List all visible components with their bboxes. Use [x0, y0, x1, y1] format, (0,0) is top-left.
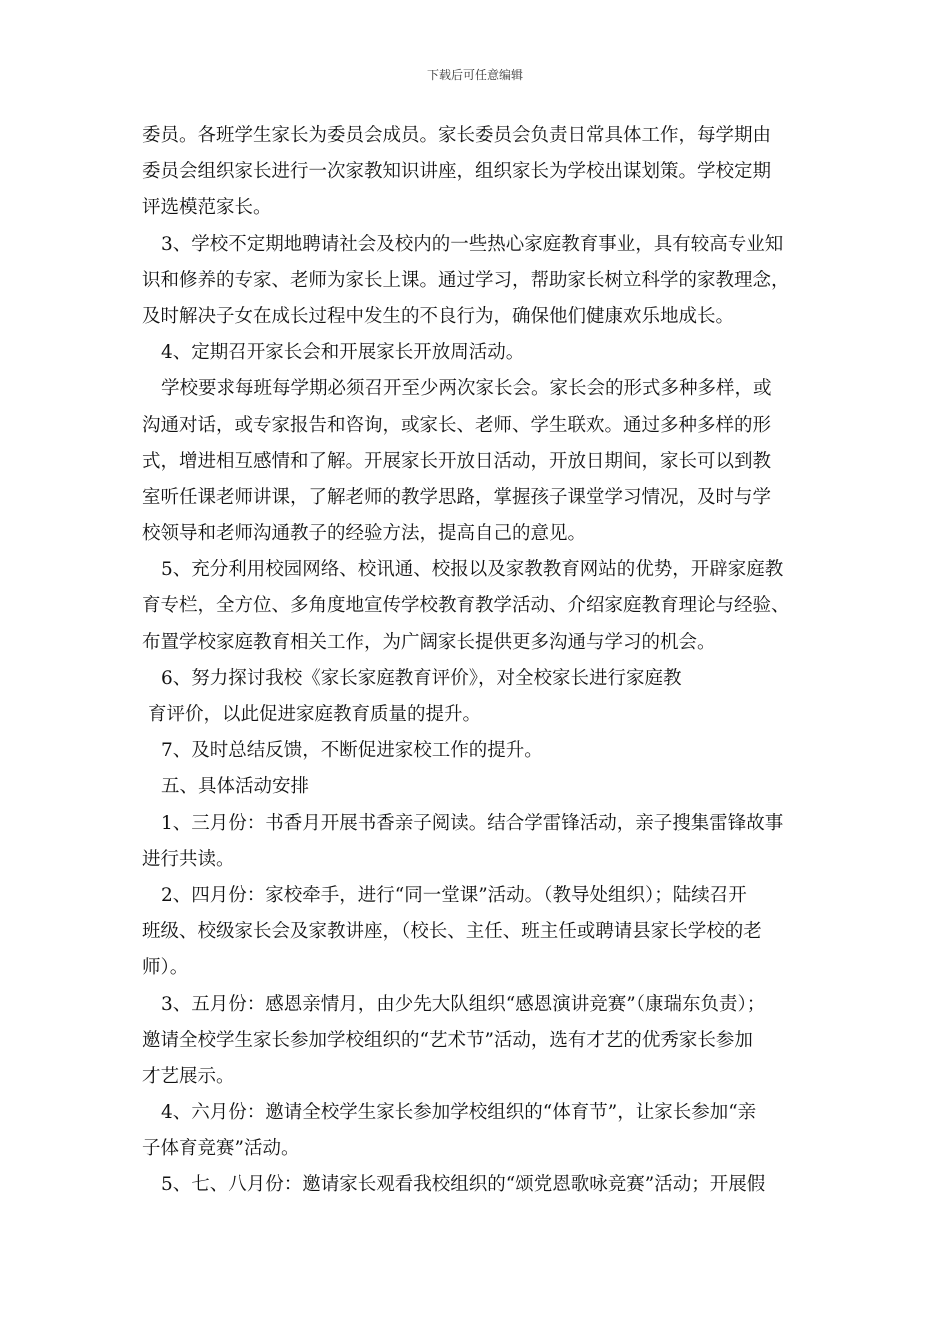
text-line: 布置学校家庭教育相关工作，为广阔家长提供更多沟通与学习的机会。 — [142, 631, 716, 653]
text-line: 师）。 — [142, 957, 189, 979]
text-line: 委员。各班学生家长为委员会成员。家长委员会负责日常具体工作，每学期由 — [142, 125, 772, 146]
text-line: 7、及时总结反馈，不断促进家校工作的提升。 — [161, 740, 543, 762]
text-line: 室听任课老师讲课，了解老师的教学思路，掌握孩子课堂学习情况，及时与学 — [142, 486, 772, 508]
text-line: 识和修养的专家、老师为家长上课。通过学习，帮助家长树立科学的家教理念， — [142, 269, 790, 291]
text-line: 子体育竞赛”活动。 — [142, 1138, 300, 1160]
text-line: 及时解决子女在成长过程中发生的不良行为，确保他们健康欢乐地成长。 — [142, 305, 735, 327]
text-line: 邀请全校学生家长参加学校组织的“艺术节”活动，选有才艺的优秀家长参加 — [142, 1029, 753, 1051]
page-header-note: 下载后可任意编辑 — [426, 68, 523, 82]
text-line: 3、五月份：感恩亲情月，由少先大队组织“感恩演讲竞赛”（康瑞东负责）； — [161, 993, 766, 1015]
text-line: 学校要求每班每学期必须召开至少两次家长会。家长会的形式多种多样，或 — [161, 378, 772, 400]
text-line: 沟通对话，或专家报告和咨询，或家长、老师、学生联欢。通过多种多样的形 — [142, 414, 772, 436]
text-line: 4、六月份：邀请全校学生家长参加学校组织的“体育节”，让家长参加“亲 — [161, 1102, 757, 1124]
text-line: 式，增进相互感情和了解。开展家长开放日活动，开放日期间，家长可以到教 — [142, 450, 772, 472]
text-line: 班级、校级家长会及家教讲座，（校长、主任、班主任或聘请县家长学校的老 — [142, 921, 762, 943]
text-line: 4、定期召开家长会和开展家长开放周活动。 — [161, 342, 525, 364]
text-line: 3、学校不定期地聘请社会及校内的一些热心家庭教育事业，具有较高专业知 — [161, 233, 784, 255]
text-line: 5、充分利用校园网络、校讯通、校报以及家教教育网站的优势，开辟家庭教 — [161, 559, 784, 581]
text-line: 进行共读。 — [142, 848, 235, 870]
text-line: 委员会组织家长进行一次家教知识讲座，组织家长为学校出谋划策。学校定期 — [142, 161, 772, 183]
text-line: 评选模范家长。 — [142, 197, 272, 219]
text-line: 才艺展示。 — [142, 1065, 235, 1087]
text-line: 1、三月份：书香月开展书香亲子阅读。结合学雷锋活动，亲子搜集雷锋故事 — [161, 812, 784, 834]
text-line: 2、四月份：家校牵手，进行“同一堂课”活动。（教导处组织）；陆续召开 — [161, 884, 747, 906]
text-line: 6、努力探讨我校《家长家庭教育评价》，对全校家长进行家庭教 — [161, 667, 682, 689]
text-line: 育评价，以此促进家庭教育质量的提升。 — [148, 704, 482, 725]
text-line: 5、七、八月份：邀请家长观看我校组织的“颂党恩歌咏竞赛”活动；开展假 — [161, 1174, 766, 1196]
section-heading: 五、具体活动安排 — [161, 776, 310, 798]
text-line: 育专栏，全方位、多角度地宣传学校教育教学活动、介绍家庭教育理论与经验、 — [142, 595, 790, 617]
document-body — [142, 118, 812, 1204]
text-line: 校领导和老师沟通教子的经验方法，提高自己的意见。 — [142, 523, 587, 545]
